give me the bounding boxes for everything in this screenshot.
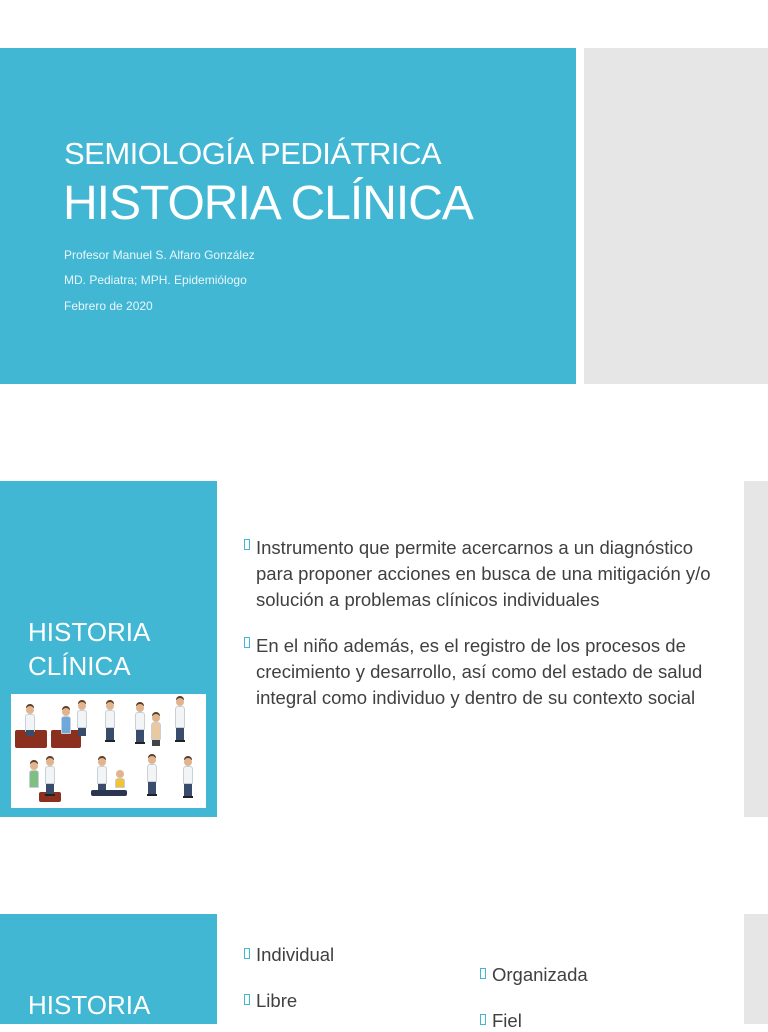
slide-subtitle: SEMIOLOGÍA PEDIÁTRICA	[64, 136, 442, 171]
list-item-text: Libre	[256, 990, 298, 1011]
bullet-marker-icon	[244, 539, 250, 550]
slide3-title-line1: HISTORIA	[28, 990, 151, 1020]
title-slide-side-panel	[584, 48, 768, 384]
list-item	[480, 1010, 522, 1032]
list-item-text: Individual	[256, 944, 335, 965]
bullet-marker-icon	[480, 1014, 486, 1025]
slide3-right-edge	[744, 914, 768, 1024]
bullet-text: Instrumento que permite acercarnos a un diagnóstico para proponer acciones en busca de una mitigación y/o solución a problemas clínicos individuales	[256, 537, 711, 610]
slide2-title-line2: CLÍNICA	[28, 651, 131, 681]
bullet-item	[244, 535, 714, 613]
slide-title: HISTORIA CLÍNICA	[63, 177, 473, 230]
bullet-marker-icon	[244, 994, 250, 1005]
slide2-title-line1: HISTORIA	[28, 617, 151, 647]
pediatric-consultation-illustration	[11, 694, 206, 808]
bullet-marker-icon	[244, 637, 250, 648]
list-item-text: Fiel	[492, 1010, 522, 1031]
list-item	[244, 944, 334, 966]
list-item	[480, 964, 588, 986]
list-item-text: Organizada	[492, 964, 588, 985]
slide2-bullet-list	[244, 535, 714, 731]
author-line: Profesor Manuel S. Alfaro González	[64, 248, 255, 262]
bullet-marker-icon	[480, 968, 486, 979]
slide2-right-edge	[744, 481, 768, 817]
bullet-marker-icon	[244, 948, 250, 959]
bullet-item	[244, 633, 714, 711]
bullet-text: En el niño además, es el registro de los procesos de crecimiento y desarrollo, así como del estado de salud integral como individuo y dentro de su contexto social	[256, 635, 703, 708]
list-item	[244, 990, 297, 1012]
credentials-line: MD. Pediatra; MPH. Epidemiólogo	[64, 273, 247, 287]
date-line: Febrero de 2020	[64, 299, 153, 313]
